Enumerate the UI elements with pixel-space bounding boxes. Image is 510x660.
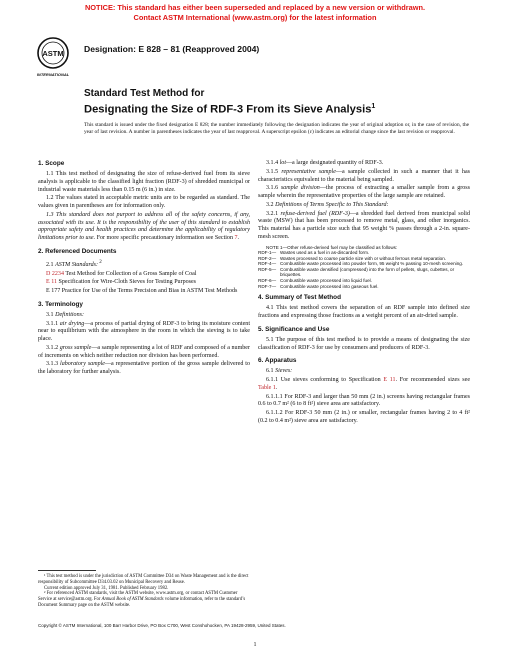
para-6-1-1-2: 6.1.1.2 For RDF-3 50 mm (2 in.) or smaller, rectangular frames having 2 to 4 ft² (0.2 to 0.4 m²) sieve area are satisfactory. [258,410,470,424]
section-terminology-heading: 3. Terminology [38,300,83,308]
para-3-2-1-text: —a shredded fuel derived from municipal solid waste (MSW) that has been processed to remove metal, glass, and other inorganics. This material has a particle size such that 95 weight % passes through a 2-in. square-mesh screen. [258,210,471,240]
term-representative-sample: representative sample [281,168,336,175]
para-3-2-1 [258,211,470,242]
note-row [258,267,470,278]
para-6-1-1-text-a: 6.1.1 Use sieves conforming to Specification [266,377,384,383]
para-2-1-sup: 2 [98,259,102,265]
para-3-1-num: 3.1 [46,311,56,318]
para-3-1-italic: Definitions: [55,311,84,318]
footnote-2 [38,591,250,608]
page-number: 1 [253,642,257,648]
para-1-3: 1.3 This standard does not purport to address all of the safety concerns, if any, associated with its use. It is the responsibility of the user of this standard to establish appropriate safety and health practices and determine the applicability of regulatory limitations prior to use. For more specific precautionary information see Section 7. [38,211,250,241]
footnote-1b: Current edition approved July 31, 1981. Published February 1982. [44,585,169,591]
note-row-code: RDF-2— [258,255,277,261]
copyright-line: Copyright © ASTM International, 100 Barr Harbor Drive, PO Box C700, West Conshohocken, PA 19428-2959, United States. [38,623,286,628]
para-3-1-5-text: —a sample collected in such a manner that it has characteristics equivalent to the material being sampled. [258,168,470,183]
note-1-lead: NOTE 1—Other refuse-derived fuel may be classified as follows: [266,244,398,250]
astm-logo-icon [36,36,70,78]
title-line-1: Standard Test Method for [84,88,205,99]
para-3-1-1 [38,321,250,344]
para-3-1-1-num: 3.1.1 [46,320,60,327]
para-6-1-num: 6.1 [266,368,276,375]
term-air-drying: air drying [59,320,85,327]
para-1-2: 1.2 The values stated in acceptable metric units are to be regarded as standard. The values given in parentheses are for information only. [38,195,250,209]
para-3-1-6 [258,185,470,201]
designation: Designation: E 828 – 81 (Reapproved 2004) [84,44,260,54]
ref-d2234-text: Test Method for Collection of a Gross Sample of Coal [63,270,197,277]
term-lot: lot [279,160,286,166]
para-3-2-num: 3.2 [266,201,276,208]
footnote-2-italic: Annual Book of ASTM Standards [101,597,164,603]
para-1-1: 1.1 This test method of designating the size of refuse-derived fuel from its sieve analysis is applicable to the classified light fraction (RDF-3) of shredded municipal or industrial waste materials less than 0.15 m (6 in.) in size. [38,171,250,193]
para-6-1-1-1: 6.1.1.1 For RDF-3 and larger than 50 mm (2 in.) screens having rectangular frames 0.6 to 0.7 m² (6 to 8 ft²) sieve area are satisfactory. [258,393,470,408]
footnote-divider [38,570,96,571]
ref-e177: E 177 Practice for Use of the Terms Precision and Bias in ASTM Test Methods [46,288,238,295]
note-row [258,284,470,290]
para-3-2-italic: Definitions of Terms Specific to This Standard: [275,201,389,208]
note-row-text: Combustible waste densified (compressed) into the form of pellets, slugs, cubettes, or briquettes. [280,266,455,278]
para-1-3-tail: For more specific precautionary information see Section [95,235,235,241]
footnote-2-b: volume information, refer to the standard’s Document Summary page on the ASTM website. [38,597,246,608]
para-3-1-1-text: —a process of partial drying of RDF-3 to bring its moisture content near to equilibrium with the atmosphere in the room in which the sieving is to take place. [38,320,250,343]
note-row-text: Wastes used as a fuel in as-discarded form. [280,250,370,256]
section-apparatus-heading: 6. Apparatus [258,357,297,365]
title-line-2 [84,100,484,117]
para-3-1-4-num: 3.1.4 [266,160,280,166]
para-6-1-italic: Sieves: [275,368,293,375]
para-1-3-italic: 1.3 This standard does not purport to address all of the safety concerns, if any, associated with its use. It is the responsibility of the user of this standard to establish appropriate safety and health practices and determine the applicability of regulatory limitations prior to use. [38,211,250,241]
para-2-1-num: 2.1 [46,261,56,268]
note-row-code: RDF-5— [258,266,277,272]
para-2-1-italic: ASTM Standards: [55,261,99,268]
para-3-2 [258,202,470,210]
ref-d2234-link[interactable]: D 2234 [46,270,64,277]
title-text: Designating the Size of RDF-3 From its Sieve Analysis [84,103,372,116]
notice-banner [0,3,510,22]
note-1-rows [258,250,470,289]
note-row-text: Combustible waste processed into gaseous fuel. [280,283,379,289]
ref-e11-text: Specification for Wire-Cloth Sieves for Testing Purposes [57,279,197,286]
section-significance-heading: 5. Significance and Use [258,325,330,333]
logo-subtext: INTERNATIONAL [36,72,70,77]
title-footnote-mark: 1 [371,103,376,110]
ref-e11-link[interactable]: E 11 [46,279,58,286]
ref-d2234 [46,271,250,279]
para-3-1-4 [258,160,470,168]
footnote-1: ¹ This test method is under the jurisdiction of ASTM Committee D34 on Waste Management and is the direct responsibility of Subcommittee D34.03.02 on Municipal Recovery and Reuse. [38,574,249,585]
notice-line-2: Contact ASTM International (www.astm.org) for the latest information [133,12,377,22]
para-3-1-5 [258,169,470,185]
para-6-1-1 [258,377,470,393]
section-referenced-documents-heading: 2. Referenced Documents [38,247,117,255]
notice-line-1: NOTICE: This standard has either been superseded and replaced by a new version or withdrawn. [84,3,426,12]
left-column [38,160,250,378]
para-3-1-2 [38,345,250,361]
term-sample-division: sample division [280,185,320,192]
para-5-1: 5.1 The purpose of this test method is to provide a means of designating the size classification of RDF-3 for use by consumers and producers of RDF-3. [258,336,470,351]
right-column [258,160,470,427]
note-1 [258,245,470,290]
ref-e11 [46,279,250,287]
para-4-1: 4.1 This test method covers the separation of an RDF sample into defined size fractions and expressing those fractions as a weight percent of an air-dried sample. [258,305,470,319]
footnotes [38,574,250,609]
note-row-code: RDF-7— [258,283,277,289]
footnote-2-a: ² For referenced ASTM standards, visit the ASTM website, www.astm.org, or contact ASTM Customer Service at service@astm.org. For [38,591,238,603]
term-laboratory-sample: laboratory sample [60,361,105,368]
logo-text: ASTM [42,49,64,58]
para-2-1 [38,259,250,270]
para-3-1-5-num: 3.1.5 [266,168,282,175]
para-3-1 [38,312,250,320]
section-7-link[interactable]: 7 [234,235,238,241]
table-1-link[interactable]: Table 1 [258,384,276,391]
para-6-1 [258,368,470,376]
para-3-1-3 [38,361,250,377]
note-row-code: RDF-4— [258,261,277,267]
para-3-1-6-num: 3.1.6 [266,185,281,192]
note-row-code: RDF-6— [258,278,277,284]
section-scope-heading: 1. Scope [38,160,65,167]
para-3-1-6-text: —the process of extracting a smaller sample from a gross sample wherein the representative properties of the large sample are retained. [258,185,471,199]
note-row-code: RDF-1— [258,250,277,256]
document-title [84,88,484,117]
para-3-1-4-text: —a large designated quantity of RDF-3. [286,160,384,166]
term-gross-sample: gross sample [59,344,92,351]
para-3-1-2-text: —a sample representing a lot of RDF and composed of a number of increments on which neither reduction nor division has been performed. [38,344,251,359]
para-3-1-3-text: —a representative portion of the gross sample delivered to the laboratory for further analysis. [38,361,251,376]
note-row-text: Combustible waste processed into liquid fuel. [280,278,372,284]
intro-paragraph: This standard is issued under the fixed designation E 828; the number immediately following the designation indicates the year of original adoption or, in the case of revision, the year of last revision. A number in parentheses indicates the year of last reapproval. A superscript epsilon (ε) indicates an editorial change since the last revision or reapproval. [84,122,469,136]
para-3-1-3-num: 3.1.3 [46,361,61,368]
para-6-1-1-text-c: . [275,384,278,391]
para-3-2-1-num: 3.2.1 [266,210,281,217]
para-3-1-2-num: 3.1.2 [46,344,60,351]
note-row-text: Wastes processed to coarse particle size with or without ferrous metal separation. [280,255,447,261]
term-rdf-3: refuse-derived fuel (RDF-3) [280,210,350,217]
para-6-1-1-text-b: . For recommended sizes see [395,377,471,383]
section-summary-heading: 4. Summary of Test Method [258,294,341,302]
spec-e11-link[interactable]: E 11 [383,377,396,383]
note-row-text: Combustible waste processed into powder form, 95 weight % passing 10-mesh screening. [280,261,464,267]
